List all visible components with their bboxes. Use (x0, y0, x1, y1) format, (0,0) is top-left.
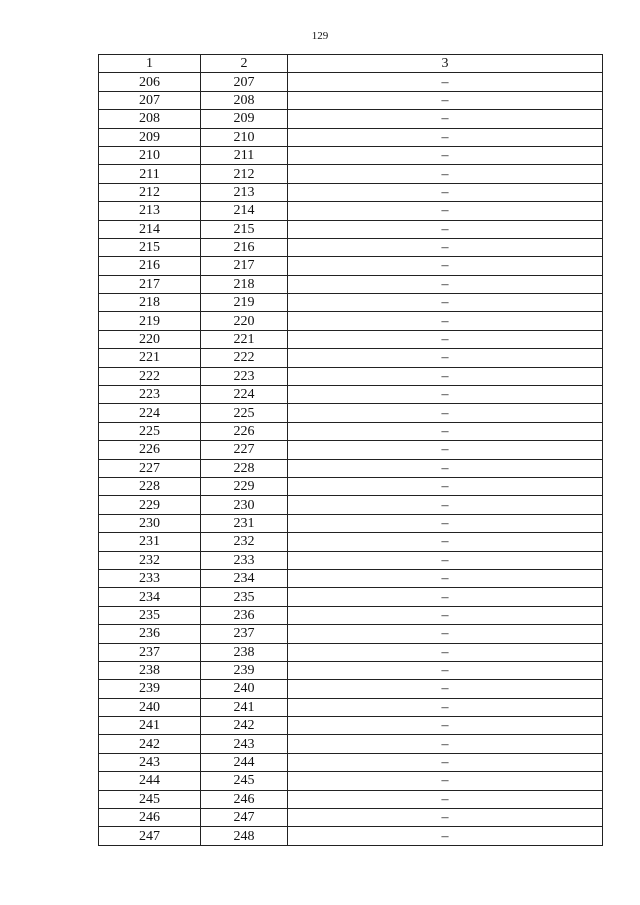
table-cell-col-2: 244 (201, 753, 288, 771)
table-cell-col-2: 210 (201, 128, 288, 146)
table-cell-col-2: 232 (201, 533, 288, 551)
table-cell-col-2: 243 (201, 735, 288, 753)
column-header-2: 2 (201, 55, 288, 73)
table-cell-col-3: – (288, 238, 603, 256)
table-row (99, 128, 603, 146)
table-cell-col-1: 241 (99, 717, 201, 735)
table-row (99, 643, 603, 661)
table-cell-col-1: 244 (99, 772, 201, 790)
table-cell-col-2: 225 (201, 404, 288, 422)
table-row (99, 422, 603, 440)
table-row (99, 496, 603, 514)
table-row (99, 349, 603, 367)
table-cell-col-3: – (288, 735, 603, 753)
table-row (99, 441, 603, 459)
table-cell-col-2: 234 (201, 569, 288, 587)
table-cell-col-2: 208 (201, 91, 288, 109)
table-cell-col-1: 234 (99, 588, 201, 606)
table-cell-col-3: – (288, 753, 603, 771)
table-cell-col-1: 242 (99, 735, 201, 753)
table-cell-col-1: 207 (99, 91, 201, 109)
table-row (99, 73, 603, 91)
table-cell-col-1: 227 (99, 459, 201, 477)
table-cell-col-1: 243 (99, 753, 201, 771)
table-cell-col-1: 216 (99, 257, 201, 275)
table-cell-col-3: – (288, 128, 603, 146)
table-cell-col-1: 206 (99, 73, 201, 91)
table-cell-col-3: – (288, 386, 603, 404)
table-cell-col-2: 212 (201, 165, 288, 183)
table-cell-col-3: – (288, 698, 603, 716)
table-cell-col-2: 209 (201, 110, 288, 128)
table-row (99, 202, 603, 220)
table-row (99, 312, 603, 330)
table-cell-col-1: 245 (99, 790, 201, 808)
table-cell-col-1: 218 (99, 294, 201, 312)
table-cell-col-1: 217 (99, 275, 201, 293)
table-cell-col-1: 213 (99, 202, 201, 220)
table-cell-col-1: 232 (99, 551, 201, 569)
table-cell-col-3: – (288, 294, 603, 312)
table-row (99, 367, 603, 385)
table-row (99, 772, 603, 790)
table-body (99, 73, 603, 845)
table-cell-col-2: 245 (201, 772, 288, 790)
table-cell-col-2: 228 (201, 459, 288, 477)
table-row (99, 551, 603, 569)
table-cell-col-3: – (288, 496, 603, 514)
table-cell-col-3: – (288, 404, 603, 422)
table-cell-col-1: 224 (99, 404, 201, 422)
table-row (99, 220, 603, 238)
table-cell-col-2: 231 (201, 514, 288, 532)
table-cell-col-1: 240 (99, 698, 201, 716)
table-cell-col-2: 214 (201, 202, 288, 220)
table-row (99, 238, 603, 256)
table-cell-col-2: 229 (201, 477, 288, 495)
table-cell-col-3: – (288, 809, 603, 827)
table-cell-col-1: 239 (99, 680, 201, 698)
table-cell-col-3: – (288, 569, 603, 587)
table-row (99, 275, 603, 293)
table-cell-col-2: 207 (201, 73, 288, 91)
table-cell-col-1: 226 (99, 441, 201, 459)
table-cell-col-3: – (288, 588, 603, 606)
table-cell-col-1: 221 (99, 349, 201, 367)
table-cell-col-3: – (288, 91, 603, 109)
table-row (99, 294, 603, 312)
table-cell-col-2: 237 (201, 625, 288, 643)
table-cell-col-3: – (288, 73, 603, 91)
table-cell-col-2: 230 (201, 496, 288, 514)
table-cell-col-2: 242 (201, 717, 288, 735)
table-row (99, 606, 603, 624)
table-cell-col-1: 237 (99, 643, 201, 661)
table-cell-col-1: 223 (99, 386, 201, 404)
page-number: 129 (311, 30, 329, 42)
table-cell-col-3: – (288, 220, 603, 238)
column-header-3: 3 (288, 55, 603, 73)
table-cell-col-1: 208 (99, 110, 201, 128)
table-row (99, 477, 603, 495)
table-cell-col-1: 215 (99, 238, 201, 256)
table-cell-col-2: 248 (201, 827, 288, 845)
table-cell-col-3: – (288, 422, 603, 440)
table-cell-col-1: 247 (99, 827, 201, 845)
header-row (99, 55, 603, 73)
table-cell-col-3: – (288, 202, 603, 220)
table-cell-col-2: 221 (201, 330, 288, 348)
table-cell-col-2: 239 (201, 661, 288, 679)
table-row (99, 404, 603, 422)
table-header (99, 55, 603, 73)
table-row (99, 735, 603, 753)
table-cell-col-3: – (288, 551, 603, 569)
table-cell-col-3: – (288, 717, 603, 735)
table-cell-col-3: – (288, 330, 603, 348)
table-cell-col-3: – (288, 146, 603, 164)
table-row (99, 183, 603, 201)
table-cell-col-1: 228 (99, 477, 201, 495)
table-cell-col-3: – (288, 257, 603, 275)
table-row (99, 569, 603, 587)
table-cell-col-2: 216 (201, 238, 288, 256)
table-row (99, 533, 603, 551)
table-cell-col-1: 229 (99, 496, 201, 514)
table-cell-col-3: – (288, 772, 603, 790)
table-cell-col-2: 217 (201, 257, 288, 275)
table-row (99, 459, 603, 477)
table-cell-col-3: – (288, 514, 603, 532)
table-cell-col-1: 231 (99, 533, 201, 551)
table-cell-col-3: – (288, 275, 603, 293)
table-cell-col-2: 226 (201, 422, 288, 440)
table-cell-col-1: 212 (99, 183, 201, 201)
table-row (99, 680, 603, 698)
table-cell-col-3: – (288, 183, 603, 201)
table-cell-col-1: 211 (99, 165, 201, 183)
table-row (99, 588, 603, 606)
data-table (98, 54, 603, 846)
table-cell-col-3: – (288, 477, 603, 495)
table-cell-col-3: – (288, 661, 603, 679)
table-cell-col-2: 236 (201, 606, 288, 624)
table-cell-col-2: 213 (201, 183, 288, 201)
table-row (99, 386, 603, 404)
table-cell-col-2: 227 (201, 441, 288, 459)
table-cell-col-3: – (288, 165, 603, 183)
table-row (99, 110, 603, 128)
table-cell-col-1: 236 (99, 625, 201, 643)
table-cell-col-1: 210 (99, 146, 201, 164)
table-cell-col-2: 240 (201, 680, 288, 698)
table-row (99, 698, 603, 716)
table-cell-col-3: – (288, 606, 603, 624)
table-row (99, 790, 603, 808)
table-cell-col-3: – (288, 459, 603, 477)
table-cell-col-2: 238 (201, 643, 288, 661)
table-row (99, 809, 603, 827)
table-row (99, 661, 603, 679)
table-row (99, 717, 603, 735)
table-row (99, 146, 603, 164)
table-cell-col-2: 224 (201, 386, 288, 404)
table-cell-col-3: – (288, 349, 603, 367)
table-cell-col-1: 238 (99, 661, 201, 679)
table-cell-col-3: – (288, 680, 603, 698)
table-cell-col-2: 233 (201, 551, 288, 569)
table-cell-col-2: 241 (201, 698, 288, 716)
table-cell-col-3: – (288, 110, 603, 128)
table-cell-col-3: – (288, 533, 603, 551)
table-cell-col-3: – (288, 643, 603, 661)
table-cell-col-3: – (288, 827, 603, 845)
table-cell-col-1: 233 (99, 569, 201, 587)
column-header-1: 1 (99, 55, 201, 73)
table-row (99, 753, 603, 771)
table-cell-col-2: 220 (201, 312, 288, 330)
table-row (99, 514, 603, 532)
table-cell-col-2: 247 (201, 809, 288, 827)
table-cell-col-2: 222 (201, 349, 288, 367)
table-row (99, 91, 603, 109)
table-row (99, 330, 603, 348)
table-cell-col-1: 235 (99, 606, 201, 624)
table-cell-col-2: 246 (201, 790, 288, 808)
table-cell-col-3: – (288, 790, 603, 808)
table-cell-col-2: 223 (201, 367, 288, 385)
table-cell-col-1: 246 (99, 809, 201, 827)
table-cell-col-1: 225 (99, 422, 201, 440)
table-cell-col-1: 220 (99, 330, 201, 348)
table-cell-col-3: – (288, 441, 603, 459)
table-cell-col-1: 230 (99, 514, 201, 532)
table-row (99, 827, 603, 845)
table-cell-col-3: – (288, 367, 603, 385)
table-cell-col-2: 215 (201, 220, 288, 238)
table-cell-col-2: 211 (201, 146, 288, 164)
table-cell-col-1: 209 (99, 128, 201, 146)
table-row (99, 257, 603, 275)
table-cell-col-1: 219 (99, 312, 201, 330)
table-cell-col-2: 218 (201, 275, 288, 293)
table-cell-col-1: 214 (99, 220, 201, 238)
table-row (99, 165, 603, 183)
table-row (99, 625, 603, 643)
table-cell-col-3: – (288, 625, 603, 643)
table-cell-col-2: 235 (201, 588, 288, 606)
table-cell-col-1: 222 (99, 367, 201, 385)
table-cell-col-3: – (288, 312, 603, 330)
table-cell-col-2: 219 (201, 294, 288, 312)
